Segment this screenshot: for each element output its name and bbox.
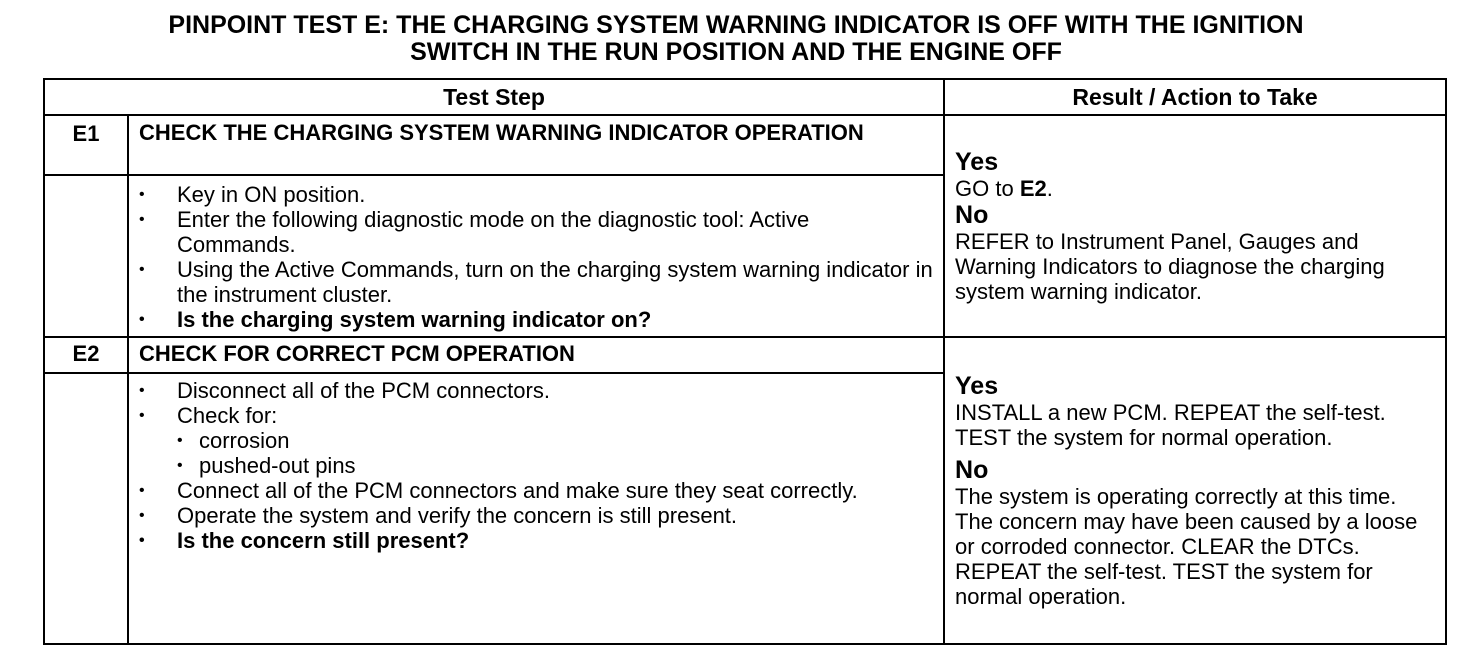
step-id-spacer-e2 xyxy=(44,373,128,644)
e2-heading-row xyxy=(44,337,1446,373)
step-id-e2: E2 xyxy=(44,337,128,373)
list-item: • Using the Active Commands, turn on the charging system warning indicator in the instrument cluster. xyxy=(139,257,933,307)
yes-target-e1: E2 xyxy=(1019,176,1047,201)
no-text-e1: REFER to Instrument Panel, Gauges and Warning Indicators to diagnose the charging system warning indicator. xyxy=(955,229,1385,304)
no-text-e2: The system is operating correctly at this time. The concern may have been caused by a loose or corroded connector. CLEAR the DTCs. REPEAT the self-test. TEST the system for normal operation. xyxy=(955,484,1418,609)
column-header-result: Result / Action to Take xyxy=(944,79,1446,115)
e1-heading-row xyxy=(44,115,1446,175)
step-heading-e1: CHECK THE CHARGING SYSTEM WARNING INDICATOR OPERATION xyxy=(128,115,944,175)
step-id-spacer-e1 xyxy=(44,175,128,337)
no-label-e2: No xyxy=(955,456,989,484)
title-line-1: PINPOINT TEST E: THE CHARGING SYSTEM WARNING INDICATOR IS OFF WITH THE IGNITION xyxy=(168,11,1304,39)
yes-label-e1: Yes xyxy=(955,148,999,176)
list-item xyxy=(139,403,933,428)
yes-label-e2: Yes xyxy=(955,372,999,400)
list-item: • Enter the following diagnostic mode on the diagnostic tool: Active Commands. xyxy=(139,207,933,257)
check-item: • corrosion xyxy=(177,428,933,453)
check-for-label: Check for: xyxy=(177,403,278,428)
list-item: • Connect all of the PCM connectors and make sure they seat correctly. xyxy=(139,478,933,503)
step-question-e1: • Is the charging system warning indicator on? xyxy=(139,307,933,332)
yes-text-e1-prefix: GO to xyxy=(955,176,1020,201)
result-e2 xyxy=(944,337,1446,644)
yes-text-e1-end: . xyxy=(1046,176,1053,201)
no-label-e1: No xyxy=(955,201,989,229)
list-item: • Key in ON position. xyxy=(139,182,933,207)
step-actions-e1 xyxy=(128,175,944,337)
yes-text-e2: INSTALL a new PCM. REPEAT the self-test. TEST the system for normal operation. xyxy=(955,400,1386,450)
step-actions-e2 xyxy=(128,373,944,644)
step-question-e2: • Is the concern still present? xyxy=(139,528,933,553)
yes-text-e1 xyxy=(955,176,1435,201)
list-item: • Disconnect all of the PCM connectors. xyxy=(139,378,933,403)
pinpoint-test-table xyxy=(43,78,1447,645)
step-id-e1: E1 xyxy=(44,115,128,175)
title-line-2: SWITCH IN THE RUN POSITION AND THE ENGINE OFF xyxy=(410,38,1062,66)
check-item: • pushed-out pins xyxy=(177,453,933,478)
header-row xyxy=(44,79,1446,115)
column-header-test-step: Test Step xyxy=(44,79,944,115)
page-title xyxy=(0,12,1472,66)
result-e1 xyxy=(944,115,1446,337)
list-item: • Operate the system and verify the concern is still present. xyxy=(139,503,933,528)
step-heading-e2: CHECK FOR CORRECT PCM OPERATION xyxy=(128,337,944,373)
